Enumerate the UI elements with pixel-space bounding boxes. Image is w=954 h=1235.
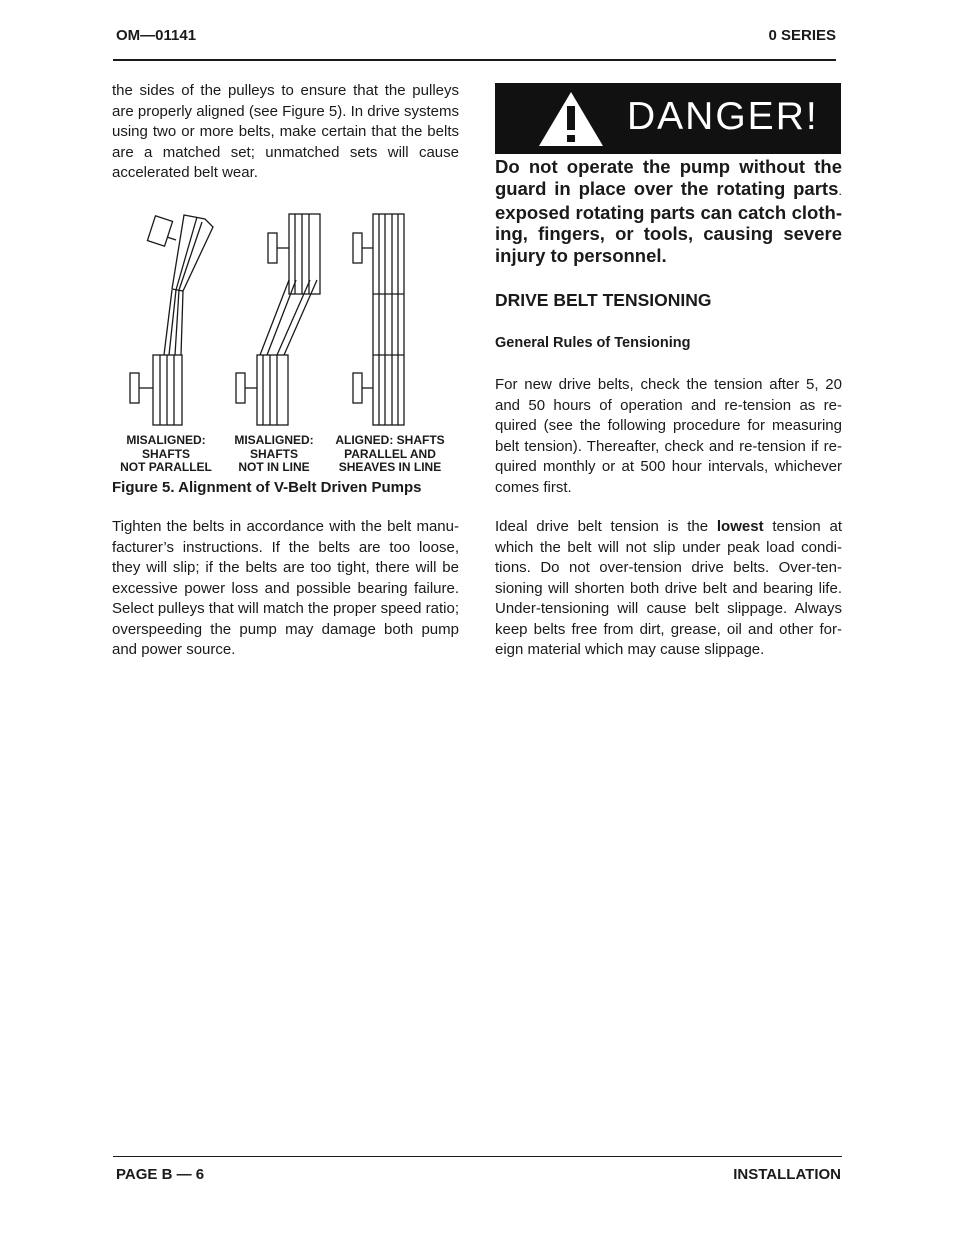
series-label: 0 SERIES — [768, 27, 836, 44]
alignment-paragraph: the sides of the pulleys to ensure that the pulleys are properly aligned (see Figure 5). In drive systems using two or more belts, make certain that the belts are a matched set; unmatched sets will cause accelerated belt wear. — [112, 82, 459, 181]
danger-message-rest: exposed rotating parts can catch clothing, fingers, or tools, causing severe injury to personnel. — [495, 201, 842, 267]
subsection-title: General Rules of Tensioning — [495, 335, 691, 351]
ideal-tension-text-end: tension at which the belt will not slip under peak load conditions. Do not over-tension drive belts. Over-tensioning will shorten both drive belt and bearing life. Under-tensioning will cause belt slippage. Always keep belts free from dirt, grease, oil and other foreign material which may cause slippage. — [495, 518, 842, 658]
danger-message-main: Do not operate the pump without the guard in place over the rotating parts — [495, 156, 842, 199]
page-number: PAGE B — 6 — [116, 1166, 205, 1183]
aligned-drawing — [353, 214, 404, 425]
caption-aligned: ALIGNED: SHAFTS PARALLEL AND SHEAVES IN LINE — [335, 433, 445, 474]
danger-message — [495, 156, 842, 267]
warning-triangle-icon — [537, 90, 605, 148]
ideal-tension-text-start: Ideal drive belt tension is the — [495, 518, 717, 535]
new-belts-paragraph: For new drive belts, check the tension after 5, 20 and 50 hours of operation and re-tension as required (see the following procedure for measuring belt tension). Thereafter, check and re-tension if required monthly or at 500 hour intervals, whichever comes first. — [495, 376, 842, 496]
ideal-tension-paragraph — [495, 517, 842, 661]
footer-rule — [113, 1156, 842, 1157]
misaligned-not-in-line-drawing — [236, 214, 320, 425]
section-title: DRIVE BELT TENSIONING — [495, 290, 712, 310]
belt-alignment-figure — [112, 205, 459, 505]
danger-label: DANGER! — [627, 95, 819, 138]
caption-not-in-line: MISALIGNED: SHAFTS NOT IN LINE — [234, 433, 314, 474]
document-number: OM—01141 — [116, 27, 197, 44]
danger-banner — [495, 83, 841, 154]
ideal-tension-emphasis: lowest — [716, 518, 764, 535]
section-name: INSTALLATION — [733, 1166, 841, 1183]
tighten-belts-paragraph: Tighten the belts in accordance with the belt manufacturer’s instructions. If the belts are too loose, they will slip; if the belts are too tight, there will be excessive power loss and possible bearing failure. Select pulleys that will match the proper speed ratio; overspeeding the pump may damage both pump and power source. — [112, 518, 459, 658]
misaligned-not-parallel-drawing — [130, 215, 213, 425]
header-rule — [113, 59, 836, 61]
figure-title: Figure 5. Alignment of V-Belt Driven Pumps — [112, 479, 422, 496]
danger-message-period: . — [838, 182, 842, 198]
belt-alignment-drawing — [112, 205, 459, 435]
caption-not-parallel: MISALIGNED: SHAFTS NOT PARALLEL — [120, 433, 212, 474]
